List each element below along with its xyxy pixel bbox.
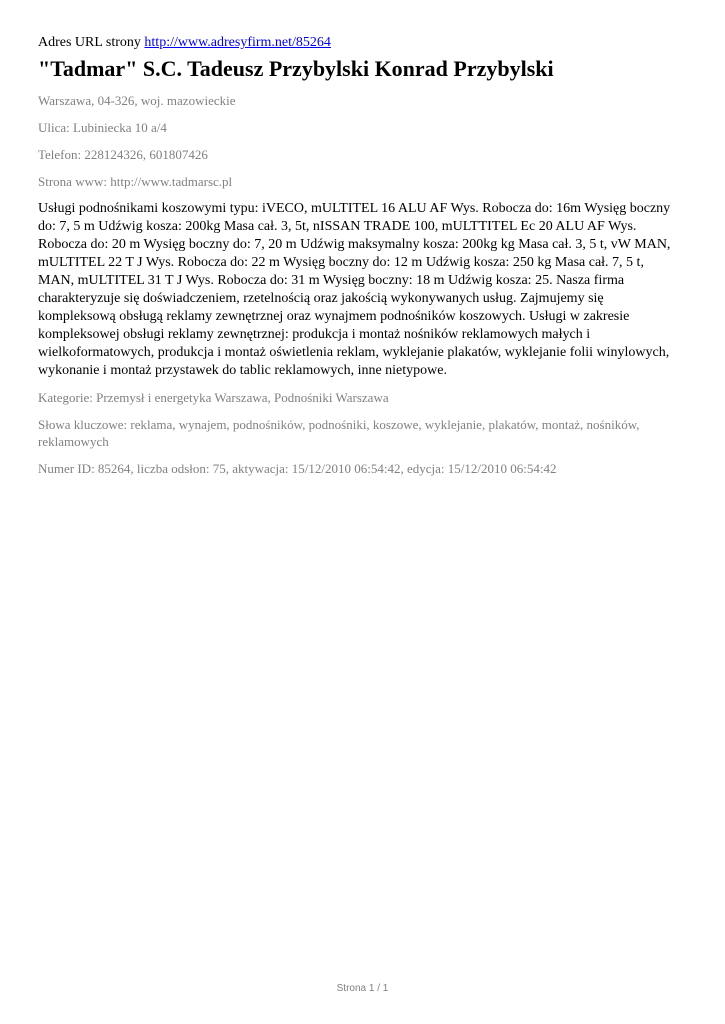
company-phone: Telefon: 228124326, 601807426: [38, 147, 208, 162]
company-name: "Tadmar" S.C. Tadeusz Przybylski Konrad Przybylski: [38, 56, 554, 81]
document-page: [38, 34, 678, 487]
company-keywords: Słowa kluczowe: reklama, wynajem, podnośników, podnośniki, koszowe, wyklejanie, plakatów, montaż, nośników, reklamowych: [38, 417, 640, 449]
company-website: Strona www: http://www.tadmarsc.pl: [38, 174, 233, 189]
record-info: Numer ID: 85264, liczba odsłon: 75, aktywacja: 15/12/2010 06:54:42, edycja: 15/12/2010 06:54:42: [38, 461, 557, 476]
page-url-line: [38, 34, 678, 52]
url-label: Adres URL strony: [38, 35, 141, 50]
page-url-link[interactable]: http://www.adresyfirm.net/85264: [144, 35, 331, 50]
company-location: Warszawa, 04-326, woj. mazowieckie: [38, 93, 236, 108]
company-street: Ulica: Lubiniecka 10 a/4: [38, 120, 167, 135]
page-number: Strona 1 / 1: [336, 983, 389, 994]
company-description: Usługi podnośnikami koszowymi typu: iVECO, mULTITEL 16 ALU AF Wys. Robocza do: 16m Wysięg boczny do: 7, 5 m Udźwig kosza: 200kg Masa cał. 3, 5t, nISSAN TRADE 100, mULTTITEL Ec 20 ALU AF Wys. Robocza do: 20 m Wysięg boczny do: 7, 20 m Udźwig maksymalny kosza: 200kg kg Masa cał. 3, 5 t, vW MAN, mULTITEL 22 T J Wys. Robocza do: 22 m Wysięg boczny do: 12 m Udźwig kosza: 250 kg Masa cał. 7, 5 t, MAN, mULTITEL 31 T J Wys. Robocza do: 31 m Wysięg boczny: 18 m Udźwig kosza: 25. Nasza firma charakteryzuje się doświadczeniem, rzetelnością oraz jakością wykonywanych usług. Zajmujemy się kompleksową obsługą reklamy zewnętrznej oraz wynajmem podnośników koszowych. Usługi w zakresie kompleksowej obsługi reklamy zewnętrznej: produkcja i montaż nośników reklamowych małych i wielkoformatowych, produkcja i montaż oświetlenia reklam, wyklejanie plakatów, wyklejanie folii winylowych, wykonanie i montaż przystawek do tablic reklamowych, inne nietypowe.: [38, 201, 671, 378]
company-categories: Kategorie: Przemysł i energetyka Warszawa, Podnośniki Warszawa: [38, 390, 389, 405]
